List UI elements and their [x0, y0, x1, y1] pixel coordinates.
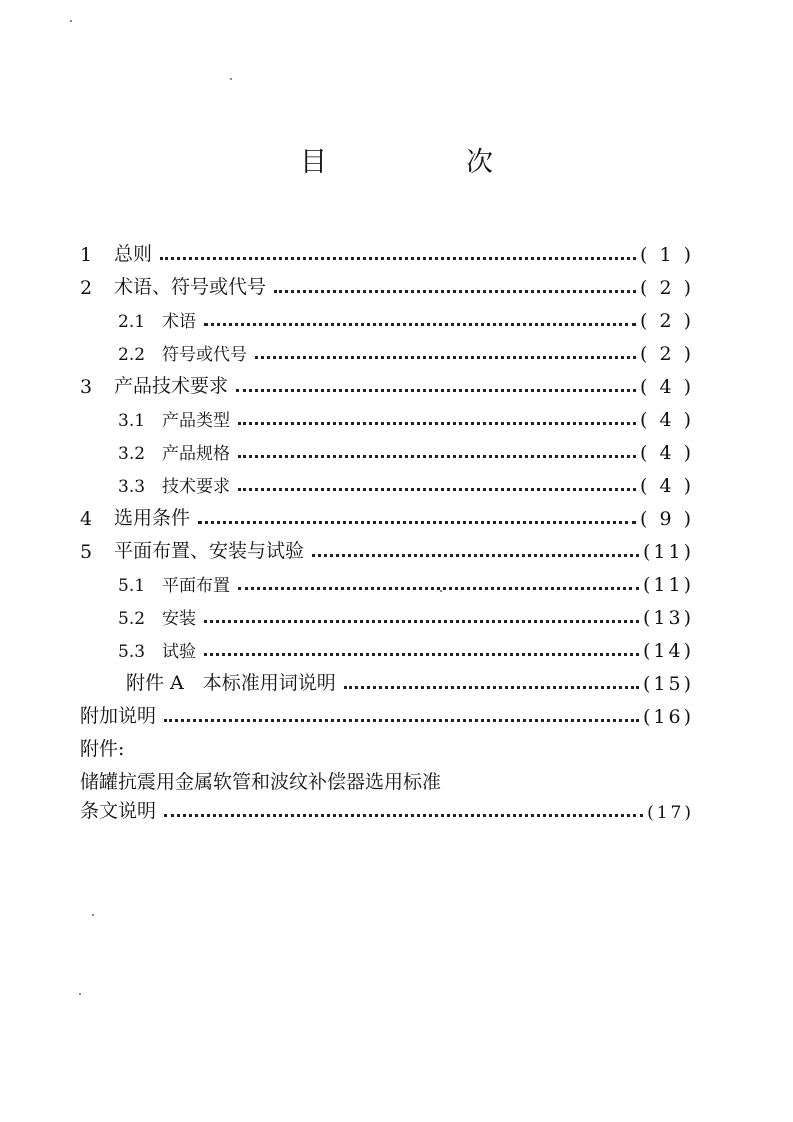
dot-leader: [164, 719, 639, 722]
toc-entry: [118, 304, 694, 332]
dot-leader: [312, 554, 639, 557]
toc-title: 总则: [114, 243, 153, 265]
dot-leader: [160, 257, 636, 260]
toc-number: 4: [80, 508, 93, 530]
dot-leader: [204, 323, 636, 326]
toc-entry: [80, 502, 694, 530]
toc-page: ( 2 ): [640, 343, 694, 365]
toc-title: 试验: [162, 642, 196, 662]
dot-leader: [198, 521, 636, 524]
toc-number: 5: [80, 541, 93, 563]
toc-page: ( 4 ): [640, 376, 694, 398]
toc-number: 1: [80, 244, 93, 266]
toc-page: ( 2 ): [640, 310, 694, 332]
toc-page: (14): [642, 640, 694, 662]
toc-title: 产品类型: [162, 411, 230, 431]
toc-entry: [80, 238, 694, 266]
scan-speck: [230, 78, 232, 80]
toc-number: 3: [80, 376, 93, 398]
toc-page: (15): [642, 673, 694, 695]
toc-title: 条文说明: [80, 800, 157, 822]
appendix-label: 附件:: [80, 738, 125, 760]
appendix-title: 储罐抗震用金属软管和波纹补偿器选用标准: [80, 771, 442, 793]
scan-speck: [79, 993, 81, 995]
page-title: 目 次: [300, 147, 549, 178]
toc-title: 产品规格: [162, 444, 230, 464]
toc-page: ( 2 ): [640, 277, 694, 299]
toc-entry: [126, 667, 694, 695]
toc-title: 产品技术要求: [114, 375, 229, 397]
toc-number: 3.1: [118, 411, 146, 431]
toc-entry: [80, 700, 694, 728]
toc-page: (13): [642, 607, 694, 629]
dot-leader: [204, 620, 639, 623]
toc-number: 5.2: [118, 609, 146, 629]
toc-title: 安装: [162, 609, 196, 629]
dot-leader: [204, 653, 639, 656]
toc-number: 5.3: [118, 642, 146, 662]
toc-page: (11): [642, 574, 694, 596]
dot-leader: [274, 290, 636, 293]
dot-leader: [238, 587, 639, 590]
toc-page: (11): [642, 541, 694, 563]
dot-leader: [238, 488, 636, 491]
toc-page: ( 4 ): [640, 475, 694, 497]
scan-speck: [70, 20, 72, 22]
toc-number: 3.2: [118, 444, 146, 464]
toc-entry: [118, 436, 694, 464]
toc-entry: [118, 601, 694, 629]
toc-page: (17): [647, 803, 694, 823]
toc-entry: [118, 568, 694, 596]
toc-page: (16): [642, 706, 694, 728]
toc-title: 技术要求: [162, 477, 230, 497]
scan-speck: [92, 914, 94, 916]
toc-entry: [80, 535, 694, 563]
dot-leader: [255, 356, 636, 359]
dot-leader: [238, 422, 636, 425]
toc-page: ( 4 ): [640, 409, 694, 431]
toc-page: ( 1 ): [640, 244, 694, 266]
toc-number: 5.1: [118, 576, 146, 596]
toc-title: 术语、符号或代号: [114, 276, 267, 298]
toc-number: 2.2: [118, 345, 146, 365]
toc-title: 附加说明: [80, 705, 157, 727]
toc-title: 术语: [162, 312, 196, 332]
toc-page: ( 9 ): [640, 508, 694, 530]
toc-title: 符号或代号: [162, 345, 247, 365]
toc-entry: [118, 634, 694, 662]
toc-entry: [80, 370, 694, 398]
toc-title: 平面布置、安装与试验: [114, 540, 305, 562]
dot-leader: [236, 389, 636, 392]
toc-title: 选用条件: [114, 507, 191, 529]
toc-entry: [118, 403, 694, 431]
dot-leader: [164, 814, 643, 817]
toc-entry: [80, 271, 694, 299]
toc-title: 附件 A 本标准用词说明: [126, 672, 336, 694]
toc-entry: [80, 795, 694, 823]
toc-entry: [118, 337, 694, 365]
scan-speck: [440, 590, 442, 592]
toc-number: 2.1: [118, 312, 146, 332]
dot-leader: [344, 686, 639, 689]
toc-page: ( 4 ): [640, 442, 694, 464]
toc-entry: [118, 469, 694, 497]
dot-leader: [238, 455, 636, 458]
toc-title: 平面布置: [162, 576, 230, 596]
toc-number: 3.3: [118, 477, 146, 497]
toc-number: 2: [80, 277, 93, 299]
